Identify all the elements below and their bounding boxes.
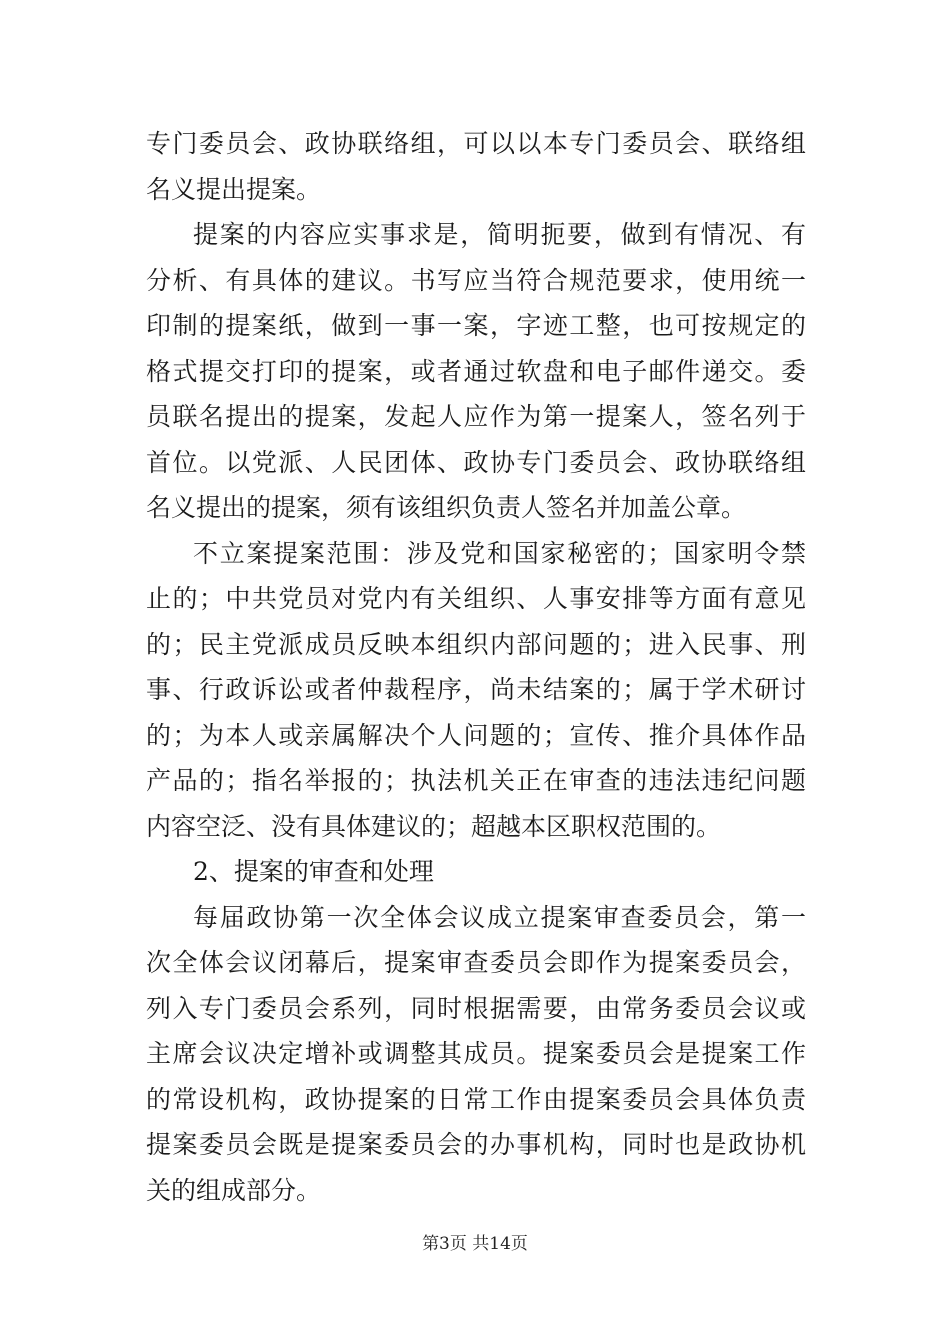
text-line: 印制的提案纸，做到一事一案，字迹工整，也可按规定的 <box>146 311 806 340</box>
text-line: 员联名提出的提案，发起人应作为第一提案人，签名列于 <box>146 402 806 431</box>
text-line: 关的组成部分。 <box>146 1175 322 1205</box>
text-line: 的常设机构，政协提案的日常工作由提案委员会具体负责 <box>146 1084 806 1114</box>
text-line: 名义提出提案。 <box>146 174 322 204</box>
text-line: 格式提交打印的提案，或者通过软盘和电子邮件递交。委 <box>146 356 806 386</box>
text-line: 主席会议决定增补或调整其成员。提案委员会是提案工作 <box>146 1039 806 1068</box>
text-line: 列入专门委员会系列，同时根据需要，由常务委员会议或 <box>146 993 806 1023</box>
paragraph-start-line: 不立案提案范围：涉及党和国家秘密的；国家明令禁 <box>193 538 806 568</box>
page-number-footer: 第3页 共14页 <box>422 1234 528 1254</box>
text-line: 首位。以党派、人民团体、政协专门委员会、政协联络组 <box>146 447 806 477</box>
text-line: 名义提出的提案，须有该组织负责人签名并加盖公章。 <box>146 493 747 522</box>
text-line: 提案委员会既是提案委员会的办事机构，同时也是政协机 <box>146 1130 806 1159</box>
document-body <box>146 121 806 1213</box>
paragraph-start-line: 每届政协第一次全体会议成立提案审查委员会，第一 <box>193 902 806 932</box>
text-line: 专门委员会、政协联络组，可以以本专门委员会、联络组 <box>146 129 806 158</box>
text-line: 的；为本人或亲属解决个人问题的；宣传、推介具体作品 <box>146 720 806 750</box>
section-heading: 2、提案的审查和处理 <box>193 857 434 886</box>
text-line: 的；民主党派成员反映本组织内部问题的；进入民事、刑 <box>146 629 806 659</box>
text-line: 产品的；指名举报的；执法机关正在审查的违法违纪问题 <box>146 766 806 795</box>
text-line: 次全体会议闭幕后，提案审查委员会即作为提案委员会， <box>146 948 806 977</box>
text-line: 事、行政诉讼或者仲裁程序，尚未结案的；属于学术研讨 <box>146 675 806 704</box>
text-line: 止的；中共党员对党内有关组织、人事安排等方面有意见 <box>146 584 806 613</box>
text-line: 内容空泛、没有具体建议的；超越本区职权范围的。 <box>146 811 722 841</box>
paragraph-start-line: 提案的内容应实事求是，简明扼要，做到有情况、有 <box>193 220 806 249</box>
text-line: 分析、有具体的建议。书写应当符合规范要求，使用统一 <box>146 265 806 295</box>
